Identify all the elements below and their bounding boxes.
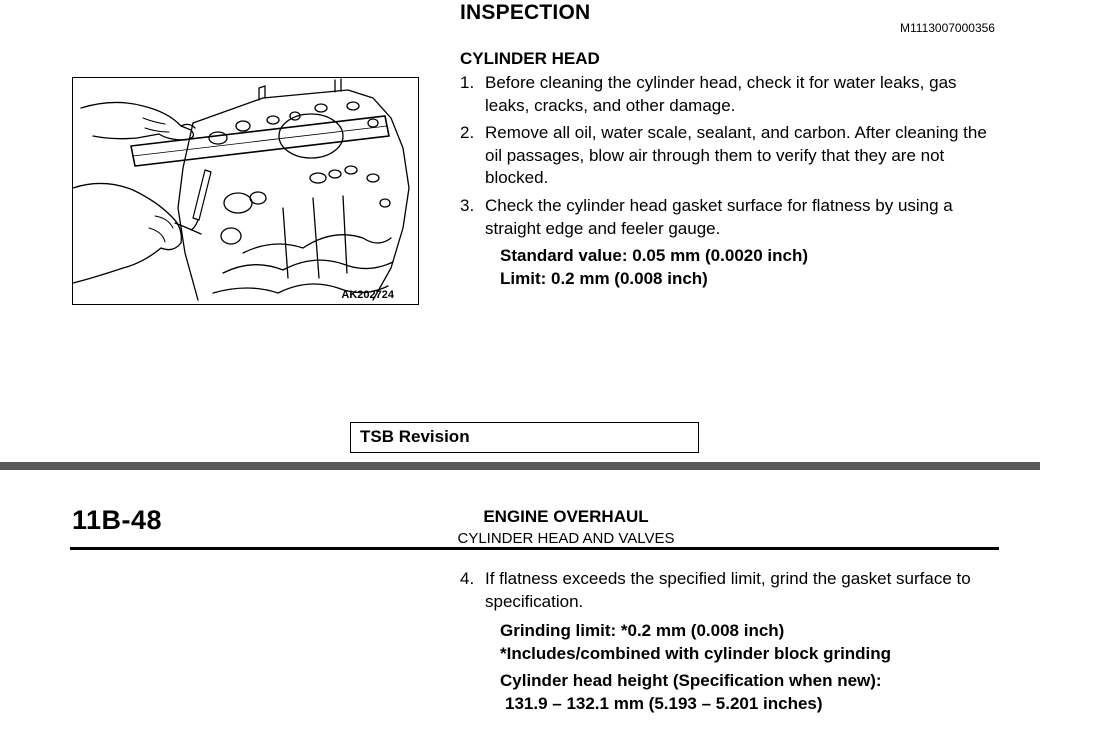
step-3-text: Check the cylinder head gasket surface for flatness by using a straight edge and feeler gauge. (485, 196, 953, 238)
step-4-text: If flatness exceeds the specified limit, grind the gasket surface to specification. (485, 569, 971, 611)
step-4 (460, 568, 1005, 613)
spec-limit: Limit: 0.2 mm (0.008 inch) (500, 269, 708, 288)
spec-grinding-limit: Grinding limit: *0.2 mm (0.008 inch) (500, 621, 785, 640)
step-4-number: 4. (460, 569, 475, 588)
straight-edge-illustration (73, 78, 419, 305)
step-1 (460, 72, 1005, 117)
document-id: M1113007000356 (900, 21, 995, 35)
subsection-title: CYLINDER HEAD (460, 49, 600, 68)
step-1-number: 1. (460, 73, 475, 92)
step-3 (460, 195, 1005, 240)
chapter-title: ENGINE OVERHAUL (483, 507, 649, 526)
spec-head-height-value: 131.9 – 132.1 mm (5.193 – 5.201 inches) (505, 694, 823, 713)
page-break-bar (0, 462, 1040, 470)
page-number: 11B-48 (72, 505, 163, 535)
tsb-revision-box: TSB Revision (350, 422, 699, 453)
step-2-text: Remove all oil, water scale, sealant, and carbon. After cleaning the oil passages, blow air through them to verify that they are not blocked. (485, 123, 987, 187)
step-2 (460, 122, 1005, 190)
step-3-number: 3. (460, 196, 475, 215)
step-1-text: Before cleaning the cylinder head, check it for water leaks, gas leaks, cracks, and other damage. (485, 73, 957, 115)
spec-head-height-label: Cylinder head height (Specification when new): (500, 671, 882, 690)
section-title: INSPECTION (460, 1, 591, 24)
section-subtitle: CYLINDER HEAD AND VALVES (457, 530, 675, 547)
step-2-number: 2. (460, 123, 475, 142)
cylinder-head-figure (72, 77, 419, 305)
figure-label: AK202724 (341, 289, 394, 301)
spec-grinding-note: *Includes/combined with cylinder block grinding (500, 644, 892, 663)
header-rule (70, 547, 999, 550)
spec-standard-value: Standard value: 0.05 mm (0.0020 inch) (500, 246, 809, 265)
